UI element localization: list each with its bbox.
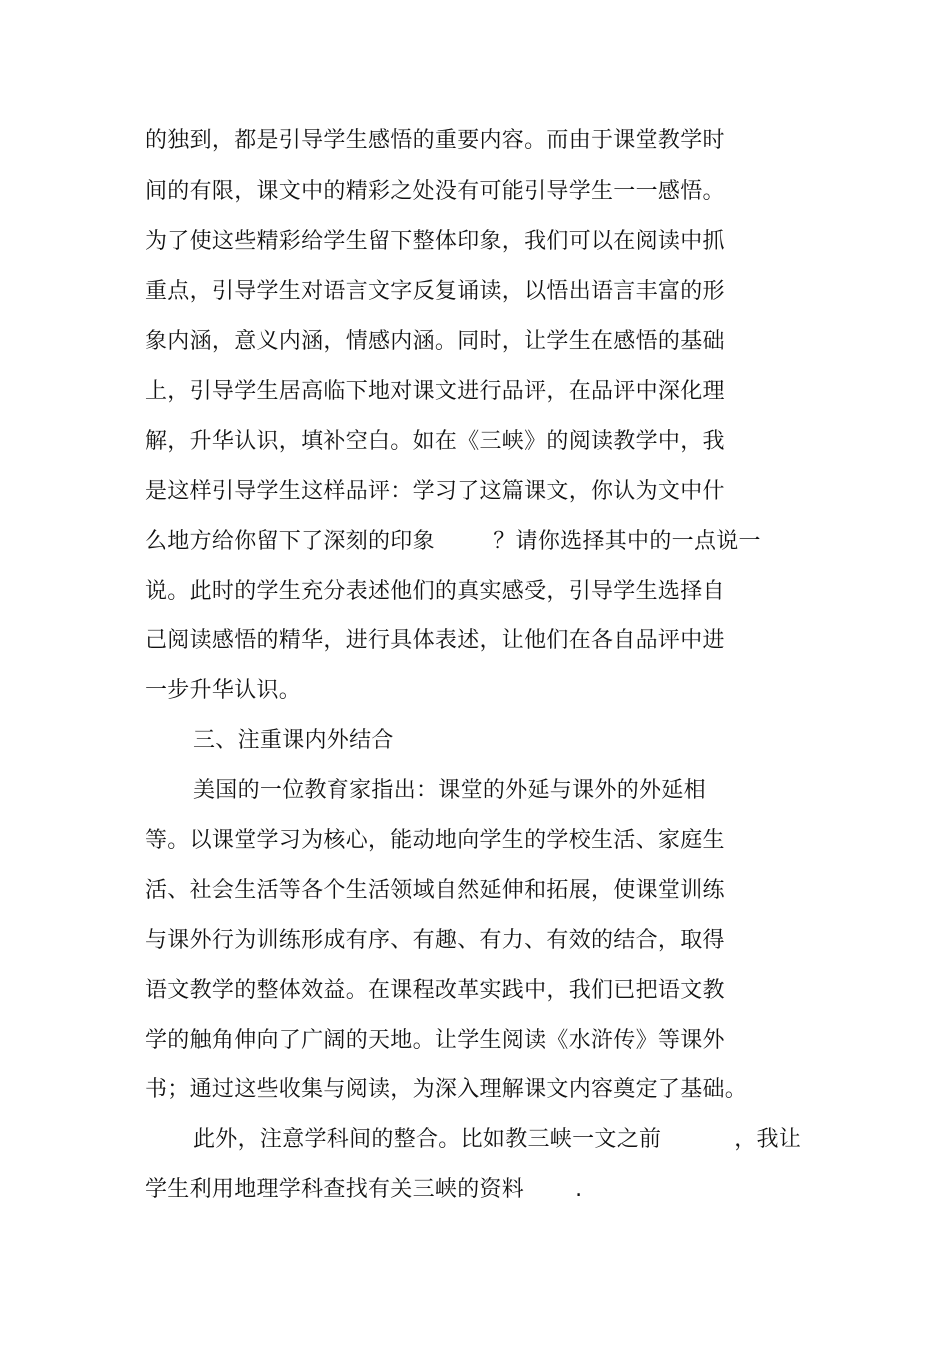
text-line: 书；通过这些收集与阅读，为深入理解课文内容奠定了基础。 <box>145 1077 748 1102</box>
text-line: 学的触角伸向了广阔的天地。让学生阅读《水浒传》等课外 <box>145 1028 725 1053</box>
text-line: 的独到，都是引导学生感悟的重要内容。而由于课堂教学时 <box>145 128 725 153</box>
text-line: 解，升华认识，填补空白。如在《三峡》的阅读教学中，我 <box>145 429 725 454</box>
text-line: 象内涵，意义内涵，情感内涵。同时，让学生在感悟的基础 <box>145 329 725 354</box>
text-line: 此外，注意学科间的整合。比如教三峡一文之前 ，我让 <box>193 1127 802 1152</box>
text-line: 是这样引导学生这样品评：学习了这篇课文，你认为文中什 <box>145 479 725 504</box>
text-line: 学生利用地理学科查找有关三峡的资料 . <box>145 1177 583 1202</box>
text-line: 语文教学的整体效益。在课程改革实践中，我们已把语文教 <box>145 978 725 1003</box>
text-line: 等。以课堂学习为核心，能动地向学生的学校生活、家庭生 <box>145 828 725 853</box>
text-line: 活、社会生活等各个生活领域自然延伸和拓展，使课堂训练 <box>145 878 725 903</box>
text-line: 重点，引导学生对语言文字反复诵读，以悟出语言丰富的形 <box>145 279 725 304</box>
text-line: 间的有限，课文中的精彩之处没有可能引导学生一一感悟。 <box>145 179 725 204</box>
section-heading: 三、注重课内外结合 <box>193 728 394 753</box>
text-line: 一步升华认识。 <box>145 678 302 703</box>
text-line: 么地方给你留下了深刻的印象 ？请你选择其中的一点说一 <box>145 529 761 554</box>
text-line: 与课外行为训练形成有序、有趣、有力、有效的结合，取得 <box>145 928 725 953</box>
text-line: 为了使这些精彩给学生留下整体印象，我们可以在阅读中抓 <box>145 229 725 254</box>
text-line: 己阅读感悟的精华，进行具体表述，让他们在各自品评中进 <box>145 628 725 653</box>
text-line: 上，引导学生居高临下地对课文进行品评，在品评中深化理 <box>145 379 725 404</box>
text-line: 美国的一位教育家指出：课堂的外延与课外的外延相 <box>193 778 706 803</box>
text-line: 说。此时的学生充分表述他们的真实感受，引导学生选择自 <box>145 579 725 604</box>
